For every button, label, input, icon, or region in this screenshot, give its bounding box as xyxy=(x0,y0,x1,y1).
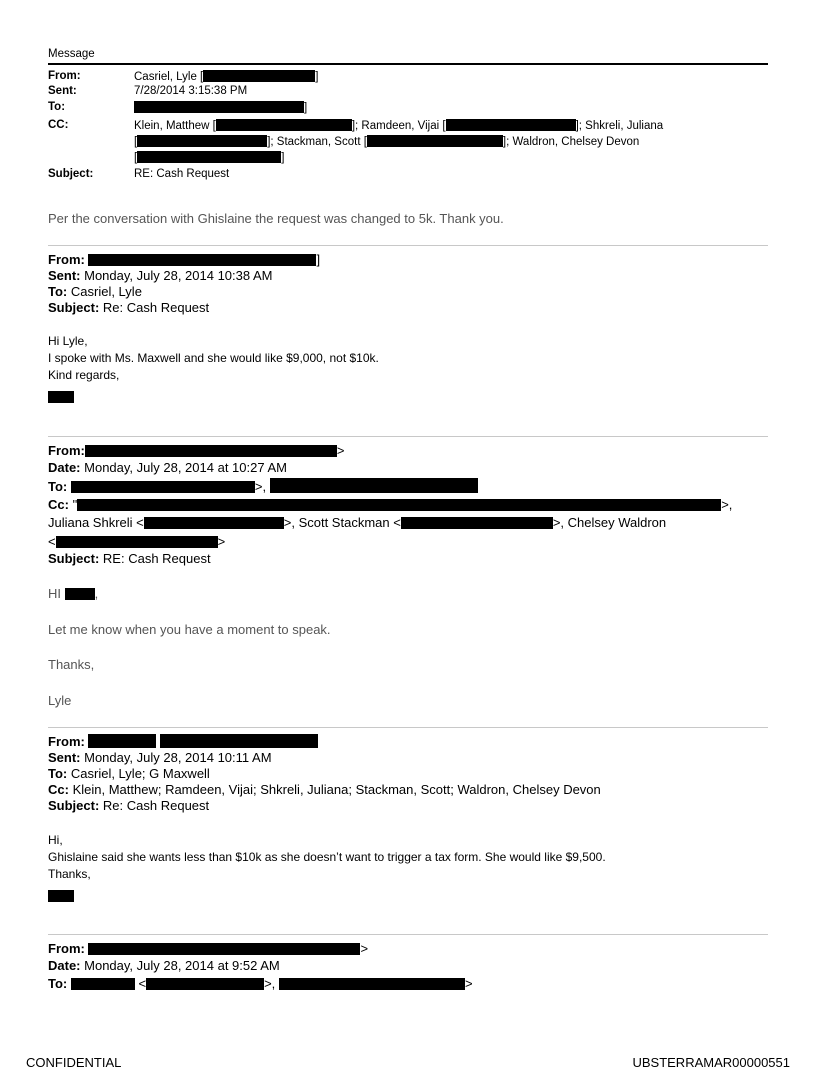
email3-greeting: HI , xyxy=(48,586,99,601)
email3-cc-line2: Juliana Shkreli < >, Scott Stackman < >, Chelsey Waldron xyxy=(48,515,667,530)
redaction xyxy=(401,517,553,529)
redaction xyxy=(71,978,135,990)
email4-cc: Cc: Klein, Matthew; Ramdeen, Vijai; Shkreli, Juliana; Stackman, Scott; Waldron, Chelsey Devon xyxy=(48,782,601,797)
email2-to: To: Casriel, Lyle xyxy=(48,284,142,299)
redaction xyxy=(88,734,156,748)
email4-sent: Sent: Monday, July 28, 2014 10:11 AM xyxy=(48,750,272,765)
email2-signature-redaction xyxy=(48,388,74,406)
email3-body: Let me know when you have a moment to speak. xyxy=(48,622,331,637)
cc-line-3: [ ] xyxy=(134,152,285,164)
redaction xyxy=(144,517,284,529)
email2-sent: Sent: Monday, July 28, 2014 10:38 AM xyxy=(48,268,273,283)
subject-label: Subject: xyxy=(48,168,94,180)
header-rule xyxy=(48,63,768,65)
email5-from: From: > xyxy=(48,941,369,956)
email4-from: From: xyxy=(48,734,318,750)
email2-subject: Subject: Re: Cash Request xyxy=(48,300,210,315)
footer-bates-number: UBSTERRAMAR00000551 xyxy=(632,1055,790,1070)
subject-value: RE: Cash Request xyxy=(134,168,230,180)
email3-cc-line3: < > xyxy=(48,534,226,549)
email5-date: Date: Monday, July 28, 2014 at 9:52 AM xyxy=(48,958,280,973)
message-body: Per the conversation with Ghislaine the request was changed to 5k. Thank you. xyxy=(48,211,504,226)
redaction xyxy=(88,254,316,266)
email3-signature: Lyle xyxy=(48,693,72,708)
divider xyxy=(48,727,768,728)
divider xyxy=(48,245,768,246)
email2-from: From: ] xyxy=(48,252,321,267)
email3-to: To: >, xyxy=(48,478,478,495)
email4-subject: Subject: Re: Cash Request xyxy=(48,798,210,813)
divider xyxy=(48,934,768,935)
email4-line1: Hi, xyxy=(48,833,63,847)
email4-line3: Thanks, xyxy=(48,867,91,881)
divider xyxy=(48,436,768,437)
email2-line1: Hi Lyle, xyxy=(48,334,88,348)
cc-label: CC: xyxy=(48,119,69,131)
email3-thanks: Thanks, xyxy=(48,657,95,672)
redaction xyxy=(203,70,315,82)
cc-line-2: [ ]; Stackman, Scott [ ]; Waldron, Chelsey Devon xyxy=(134,136,640,148)
redaction xyxy=(270,478,478,493)
redaction xyxy=(88,943,360,955)
redaction xyxy=(85,445,337,457)
footer-confidential: CONFIDENTIAL xyxy=(26,1055,122,1070)
email3-cc: Cc: " >, xyxy=(48,497,733,512)
redaction xyxy=(77,499,721,511)
redaction xyxy=(137,135,267,147)
redaction xyxy=(137,151,281,163)
email4-signature-redaction xyxy=(48,887,74,905)
email5-to: To: < >, > xyxy=(48,976,473,991)
cc-line-1: Klein, Matthew [ ]; Ramdeen, Vijai [ ]; Shkreli, Juliana xyxy=(134,120,664,132)
sent-value: 7/28/2014 3:15:38 PM xyxy=(134,85,248,97)
redaction xyxy=(216,119,352,131)
sent-label: Sent: xyxy=(48,85,77,97)
from-label: From: xyxy=(48,70,81,82)
redaction xyxy=(56,536,218,548)
email2-line2: I spoke with Ms. Maxwell and she would like $9,000, not $10k. xyxy=(48,351,379,365)
redaction xyxy=(134,101,304,113)
redaction xyxy=(71,481,255,493)
redaction xyxy=(146,978,264,990)
email4-to: To: Casriel, Lyle; G Maxwell xyxy=(48,766,210,781)
to-value: ] xyxy=(134,101,307,114)
from-value: Casriel, Lyle [ ] xyxy=(134,71,319,83)
redaction xyxy=(367,135,503,147)
email2-line3: Kind regards, xyxy=(48,368,120,382)
to-label: To: xyxy=(48,101,66,113)
email3-subject: Subject: RE: Cash Request xyxy=(48,551,211,566)
message-label: Message xyxy=(48,48,95,60)
redaction xyxy=(160,734,318,748)
redaction xyxy=(279,978,465,990)
email4-line2: Ghislaine said she wants less than $10k as she doesn’t want to trigger a tax form. She would like $9,500. xyxy=(48,850,606,864)
redaction xyxy=(65,588,95,600)
email3-from: From: > xyxy=(48,443,345,458)
redaction xyxy=(446,119,576,131)
email3-date: Date: Monday, July 28, 2014 at 10:27 AM xyxy=(48,460,287,475)
